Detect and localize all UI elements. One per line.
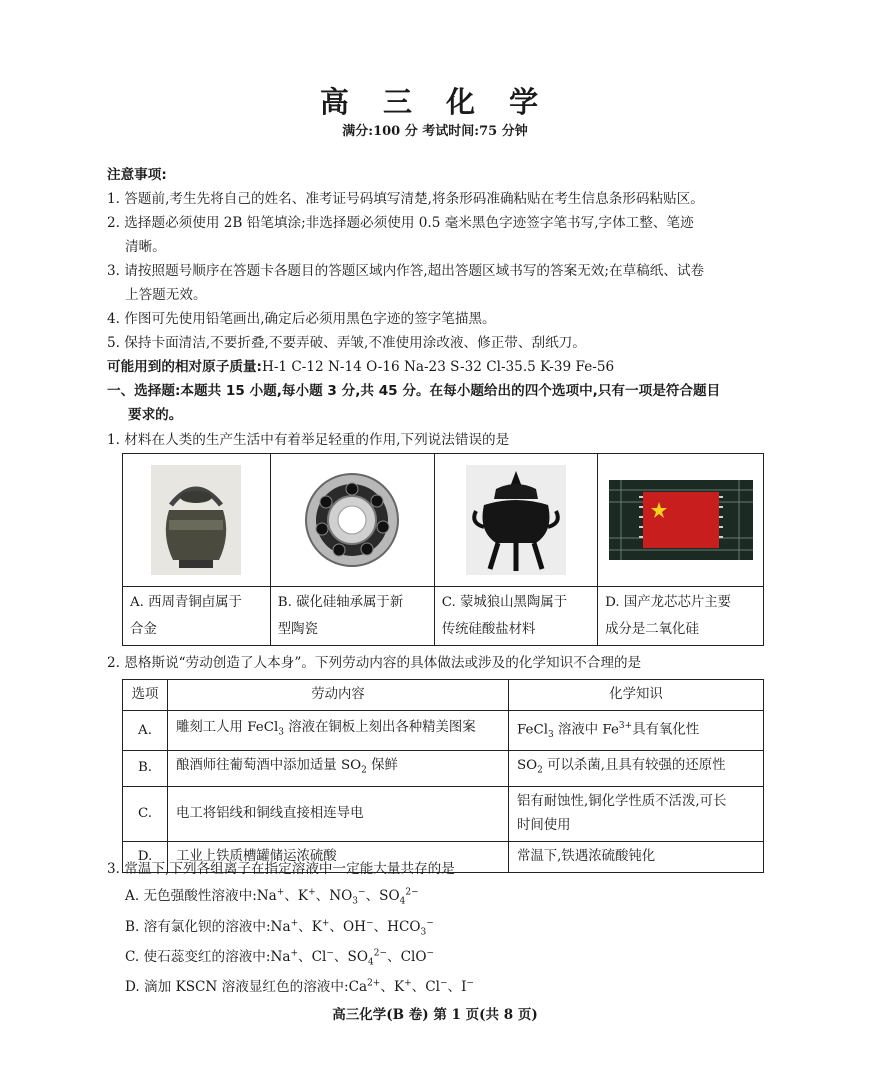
table-row bbox=[123, 751, 764, 787]
question-3-option-a: A. 无色强酸性溶液中:Na+、K+、$NO_3^-$、$SO_4^{2-}$ bbox=[125, 887, 419, 907]
section-heading-cont: 要求的。 bbox=[128, 407, 183, 423]
note-item: 4. 作图可先使用铅笔画出,确定后必须用黑色字迹的签字笔描黑。 bbox=[107, 311, 496, 327]
page-footer: 高三化学(B 卷) 第 1 页(共 8 页) bbox=[332, 1007, 538, 1023]
question-3-option-c: C. 使石蕊变红的溶液中:Na+、Cl−、$SO_4^{2-}$、ClO− bbox=[125, 948, 435, 968]
note-item: 5. 保持卡面清洁,不要折叠,不要弄破、弄皱,不准使用涂改液、修正带、刮纸刀。 bbox=[107, 335, 586, 351]
row-knowledge: $SO_2$ 可以杀菌,且具有较强的还原性 bbox=[509, 751, 764, 787]
row-option: B. bbox=[123, 751, 168, 787]
row-work: 雕刻工人用 FeCl$_3$ 溶液在铜板上刻出各种精美图案 bbox=[168, 711, 509, 751]
atomic-masses-label: 可能用到的相对原子质量: bbox=[107, 359, 262, 375]
table-row bbox=[123, 711, 764, 751]
page-title: 高 三 化 学 bbox=[319, 85, 551, 119]
question-2-table bbox=[122, 679, 764, 873]
row-option: C. bbox=[123, 786, 168, 841]
atomic-masses bbox=[107, 355, 614, 375]
bronze-vessel-image bbox=[151, 465, 241, 575]
bearing-image bbox=[297, 465, 407, 575]
note-item: 3. 请按照题号顺序在答题卡各题目的答题区域内作答,超出答题区域书写的答案无效;在草稿纸、试卷 bbox=[107, 263, 705, 279]
option-a-caption: A. 西周青铜卣属于 合金 bbox=[123, 587, 271, 646]
header-knowledge: 化学知识 bbox=[509, 680, 764, 711]
note-item: 1. 答题前,考生先将自己的姓名、准考证号码填写清楚,将条形码准确粘贴在考生信息条形码粘贴区。 bbox=[107, 191, 704, 207]
table-row bbox=[123, 786, 764, 841]
question-1-options-table bbox=[122, 453, 764, 646]
row-knowledge: FeCl$_3$ 溶液中 $Fe^{3+}$具有氧化性 bbox=[509, 711, 764, 751]
note-item: 清晰。 bbox=[125, 239, 166, 255]
row-work: 工业上铁质槽罐储运浓硫酸 bbox=[168, 841, 509, 872]
header-option: 选项 bbox=[123, 680, 168, 711]
atomic-masses-values: H-1 C-12 N-14 O-16 Na-23 S-32 Cl-35.5 K-39 Fe-56 bbox=[261, 359, 615, 375]
row-work: 电工将铝线和铜线直接相连导电 bbox=[168, 786, 509, 841]
question-1-stem: 1. 材料在人类的生产生活中有着举足轻重的作用,下列说法错误的是 bbox=[107, 432, 510, 448]
option-c-caption: C. 蒙城狼山黑陶属于 传统硅酸盐材料 bbox=[434, 587, 597, 646]
row-option: D. bbox=[123, 841, 168, 872]
question-3-option-b: B. 溶有氯化钡的溶液中:Na+、K+、OH−、$HCO_3^-$ bbox=[125, 918, 434, 938]
option-d-caption: D. 国产龙芯芯片主要 成分是二氧化硅 bbox=[598, 587, 764, 646]
option-d-image-cell bbox=[598, 454, 764, 587]
notes-heading: 注意事项: bbox=[107, 167, 167, 183]
exam-info: 满分:100 分 考试时间:75 分钟 bbox=[342, 124, 528, 139]
note-item: 上答题无效。 bbox=[125, 287, 207, 303]
option-b-image-cell bbox=[270, 454, 434, 587]
black-pottery-image bbox=[466, 465, 566, 575]
question-3-option-d: D. 滴加 KSCN 溶液显红色的溶液中$:Ca^{2+}$、K+、Cl−、I− bbox=[125, 978, 475, 995]
note-item: 2. 选择题必须使用 2B 铅笔填涂;非选择题必须使用 0.5 毫米黑色字迹签字笔书写,字体工整、笔迹 bbox=[107, 215, 694, 231]
chip-image bbox=[609, 480, 753, 560]
question-3-stem: 3. 常温下,下列各组离子在指定溶液中一定能大量共存的是 bbox=[107, 861, 455, 877]
question-2-stem: 2. 恩格斯说“劳动创造了人本身”。下列劳动内容的具体做法或涉及的化学知识不合理的是 bbox=[107, 655, 642, 671]
option-b-caption: B. 碳化硅轴承属于新 型陶瓷 bbox=[270, 587, 434, 646]
header-work: 劳动内容 bbox=[168, 680, 509, 711]
row-knowledge: 铝有耐蚀性,铜化学性质不活泼,可长 时间使用 bbox=[509, 786, 764, 841]
row-knowledge: 常温下,铁遇浓硫酸钝化 bbox=[509, 841, 764, 872]
section-heading: 一、选择题:本题共 15 小题,每小题 3 分,共 45 分。在每小题给出的四个选项中,只有一项是符合题目 bbox=[107, 383, 721, 399]
option-c-image-cell bbox=[434, 454, 597, 587]
row-option: A. bbox=[123, 711, 168, 751]
row-work: 酿酒师往葡萄酒中添加适量 $SO_2$ 保鲜 bbox=[168, 751, 509, 787]
option-a-image-cell bbox=[123, 454, 271, 587]
